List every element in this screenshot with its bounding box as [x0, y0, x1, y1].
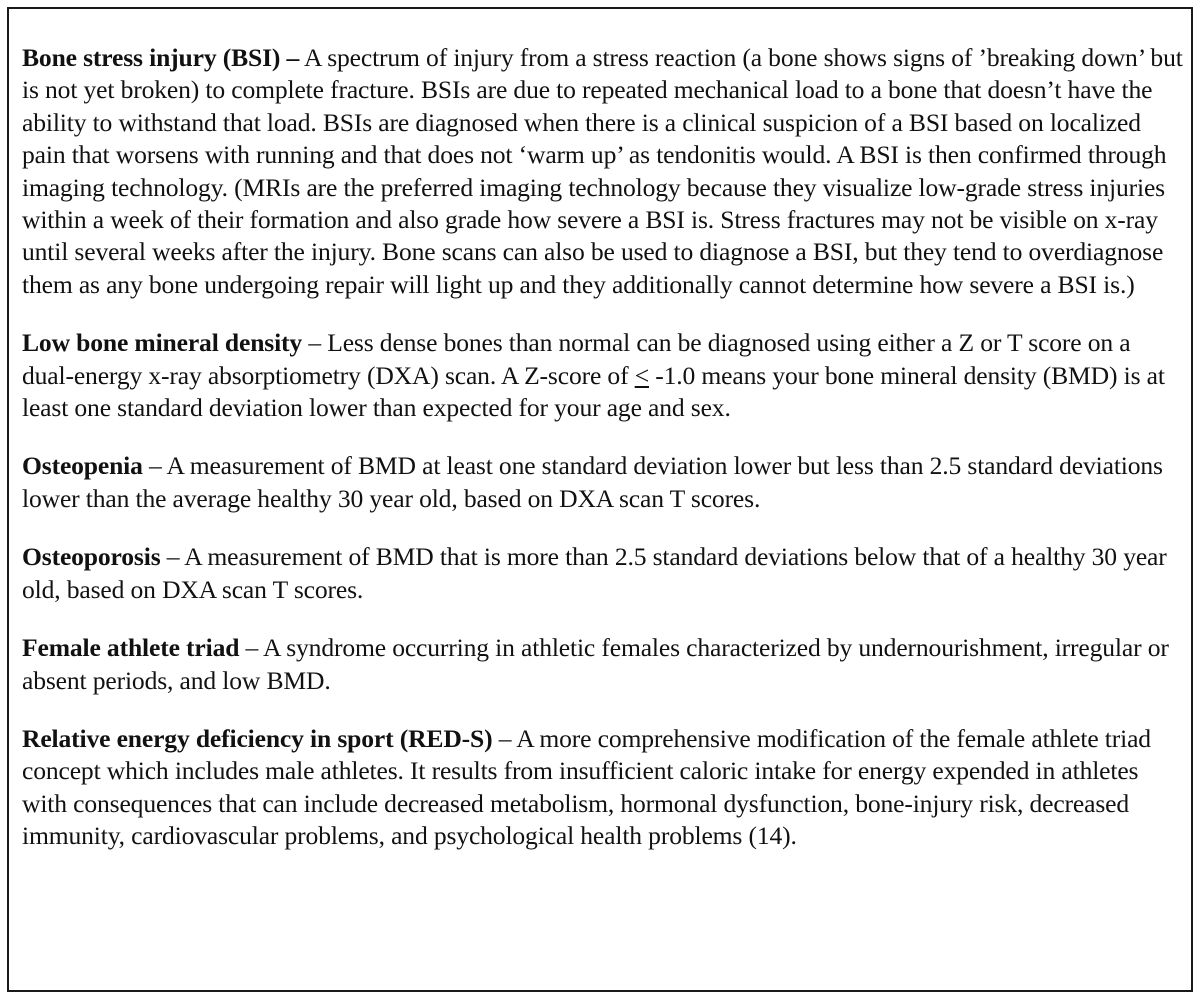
term-female-athlete-triad: Female athlete triad [22, 633, 240, 663]
definition-red-s [22, 723, 1184, 853]
text-red-s: – A more comprehensive modification of the female athlete triad concept which includes male athletes. It results from insufficient caloric intake for energy expended in athletes with consequences that can include decreased metabolism, hormonal dysfunction, bone-injury risk, decreased immunity, cardiovascular problems, and psychological health problems (14). [22, 723, 1151, 851]
term-osteopenia: Osteopenia [22, 451, 143, 481]
definition-osteopenia [22, 450, 1184, 515]
term-bone-stress-injury: Bone stress injury (BSI) – [22, 43, 300, 72]
definitions-list [22, 42, 1184, 879]
term-low-bone-mineral-density: Low bone mineral density [22, 328, 303, 358]
definition-low-bone-mineral-density [22, 327, 1184, 424]
text-bone-stress-injury: A spectrum of injury from a stress reaction (a bone shows signs of ’breaking down’ but is not yet broken) to complete fracture. BSIs are due to repeated mechanical load to a bone that doesn’t have the ability to withstand that load. BSIs are diagnosed when there is a clinical suspicion of a BSI based on localized pain that worsens with running and that does not ‘warm up’ as tendonitis would. A BSI is then confirmed through imaging technology. (MRIs are the preferred imaging technology because they visualize low-grade stress injuries within a week of their formation and also grade how severe a BSI is. Stress fractures may not be visible on x-ray until several weeks after the injury. Bone scans can also be used to diagnose a BSI, but they tend to overdiagnose them as any bone undergoing repair will light up and they additionally cannot determine how severe a BSI is.) [22, 43, 1183, 299]
definitions-box [7, 7, 1193, 992]
text-low-bmd-part1: – Less dense bones than normal can be diagnosed using either a Z or T score on a dual-energy x-ray absorptiometry (DXA) scan. A Z-score of [22, 328, 1131, 390]
definition-female-athlete-triad [22, 632, 1184, 697]
term-red-s: Relative energy deficiency in sport (RED-S) [22, 723, 493, 753]
definition-bone-stress-injury [22, 42, 1184, 301]
text-osteoporosis: – A measurement of BMD that is more than 2.5 standard deviations below that of a healthy 30 year old, based on DXA scan T scores. [22, 542, 1167, 604]
text-female-athlete-triad: – A syndrome occurring in athletic females characterized by undernourishment, irregular or absent periods, and low BMD. [22, 633, 1169, 695]
text-osteopenia: – A measurement of BMD at least one standard deviation lower but less than 2.5 standard deviations lower than the average healthy 30 year old, based on DXA scan T scores. [22, 451, 1163, 513]
term-osteoporosis: Osteoporosis [22, 542, 161, 572]
text-low-bmd-part2: -1.0 means your bone mineral density (BMD) is at least one standard deviation lower than expected for your age and sex. [22, 360, 1165, 423]
less-or-equal-symbol: < [634, 360, 649, 390]
definition-osteoporosis [22, 541, 1184, 606]
